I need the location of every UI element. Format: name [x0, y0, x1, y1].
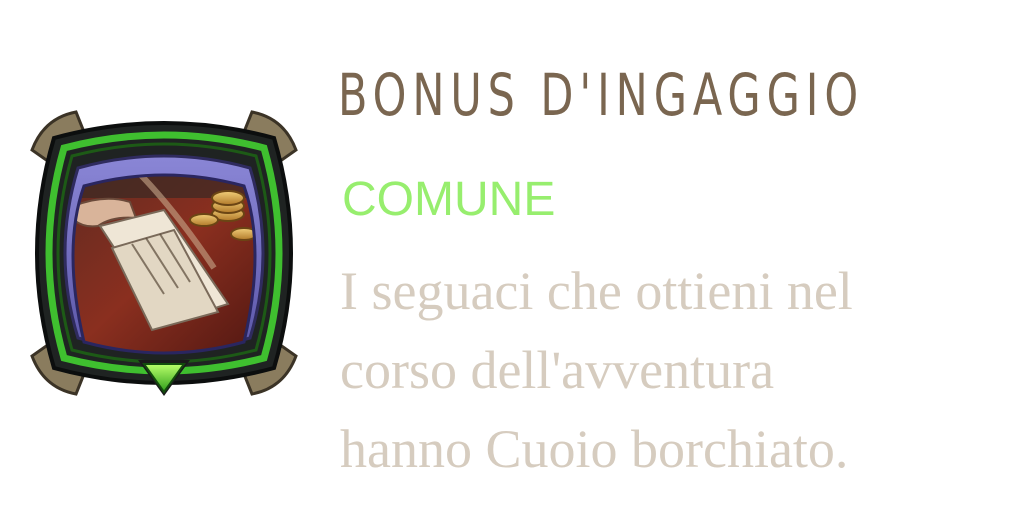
- contract-and-gold-coins-icon: [14, 98, 314, 408]
- card-description: [340, 252, 1020, 489]
- card-title: BONUS D'INGAGGIO: [338, 61, 865, 129]
- rarity-label: COMUNE: [342, 173, 556, 226]
- description-line: hanno Cuoio borchiato.: [340, 419, 849, 479]
- description-line: corso dell'avventura: [340, 340, 775, 400]
- description-line: I seguaci che ottieni nel: [340, 261, 853, 321]
- bonus-emblem: [14, 98, 314, 408]
